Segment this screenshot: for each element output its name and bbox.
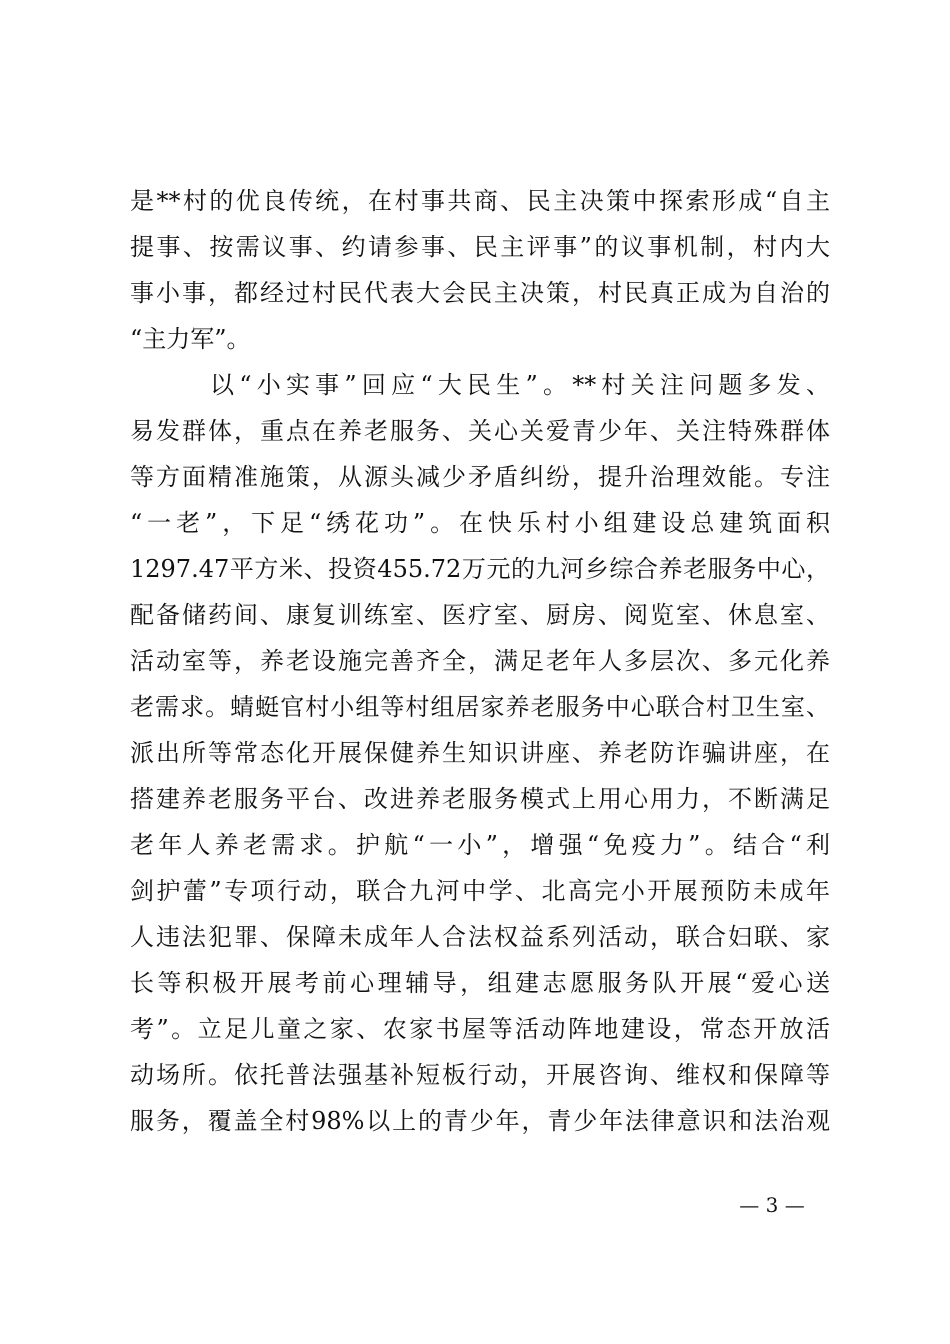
text-line: 考”。立足儿童之家、农家书屋等活动阵地建设，常态开放活 <box>130 1015 830 1043</box>
text-line: 提事、按需议事、约请参事、民主评事”的议事机制，村内大 <box>130 233 830 261</box>
text-line: 老年人养老需求。护航“一小”，增强“免疫力”。结合“利 <box>130 831 830 859</box>
text-line: 等方面精准施策，从源头减少矛盾纠纷，提升治理效能。专注 <box>130 463 830 491</box>
text-line: 老需求。蜻蜓官村小组等村组居家养老服务中心联合村卫生室、 <box>130 693 830 721</box>
text-line: “一老”，下足“绣花功”。在快乐村小组建设总建筑面积 <box>130 509 830 537</box>
text-line: 派出所等常态化开展保健养生知识讲座、养老防诈骗讲座，在 <box>130 739 830 767</box>
text-line: 事小事，都经过村民代表大会民主决策，村民真正成为自治的 <box>130 279 830 307</box>
text-line: 人违法犯罪、保障未成年人合法权益系列活动，联合妇联、家 <box>130 923 830 951</box>
text-line: 搭建养老服务平台、改进养老服务模式上用心用力，不断满足 <box>130 785 830 813</box>
text-line: “主力军”。 <box>130 325 251 353</box>
paragraph-heading-line: 以“小实事”回应“大民生”。**村关注问题多发、 <box>210 371 830 399</box>
text-line: 配备储药间、康复训练室、医疗室、厨房、阅览室、休息室、 <box>130 601 830 629</box>
text-line: 服务，覆盖全村98%以上的青少年，青少年法律意识和法治观 <box>130 1107 830 1135</box>
text-line: 易发群体，重点在养老服务、关心关爱青少年、关注特殊群体 <box>130 417 830 445</box>
text-line: 剑护蕾”专项行动，联合九河中学、北高完小开展预防未成年 <box>130 877 830 905</box>
text-line: 活动室等，养老设施完善齐全，满足老年人多层次、多元化养 <box>130 647 830 675</box>
text-line: 是**村的优良传统，在村事共商、民主决策中探索形成“自主 <box>130 187 830 215</box>
body-text <box>130 178 830 1144</box>
text-line: 动场所。依托普法强基补短板行动，开展咨询、维权和保障等 <box>130 1061 830 1089</box>
text-line: 1297.47平方米、投资455.72万元的九河乡综合养老服务中心， <box>130 555 830 583</box>
page-number: — 3 — <box>739 1193 805 1217</box>
text-line: 长等积极开展考前心理辅导，组建志愿服务队开展“爱心送 <box>130 969 830 997</box>
